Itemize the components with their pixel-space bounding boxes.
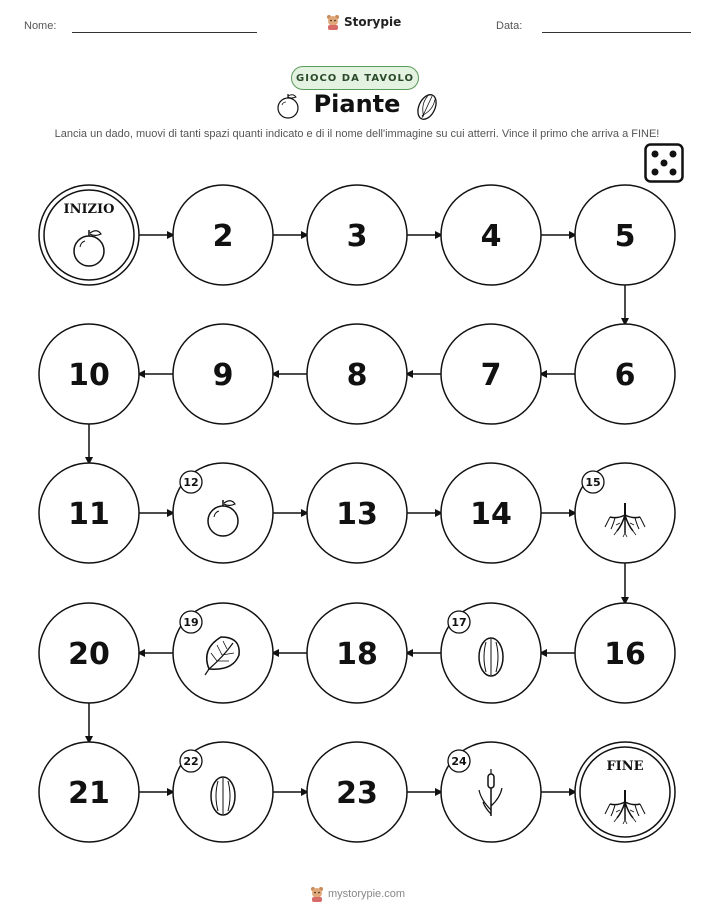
name-label: Nome: xyxy=(24,20,57,32)
space-number: 11 xyxy=(68,497,110,532)
board-space-8[interactable] xyxy=(307,324,407,424)
board-space-15[interactable] xyxy=(575,463,675,563)
board-space-7[interactable] xyxy=(441,324,541,424)
board-space-19[interactable] xyxy=(173,603,273,703)
board-space-5[interactable] xyxy=(575,185,675,285)
space-number: 18 xyxy=(336,637,378,672)
space-number: 24 xyxy=(451,755,467,768)
board-space-25[interactable] xyxy=(575,742,675,842)
date-label: Data: xyxy=(496,20,523,32)
space-number: 10 xyxy=(68,358,110,393)
board-space-3[interactable] xyxy=(307,185,407,285)
space-number: 6 xyxy=(614,358,636,393)
board-space-13[interactable] xyxy=(307,463,407,563)
space-number: 9 xyxy=(212,358,234,393)
bear-mascot-icon xyxy=(310,886,324,902)
space-number: 8 xyxy=(346,358,368,393)
board-space-22[interactable] xyxy=(173,742,273,842)
space-number: 19 xyxy=(183,616,199,629)
board-space-12[interactable] xyxy=(173,463,273,563)
board-space-24[interactable] xyxy=(441,742,541,842)
start-label: INIZIO xyxy=(63,202,115,217)
end-label: FINE xyxy=(606,759,644,774)
board-space-21[interactable] xyxy=(39,742,139,842)
space-number: 16 xyxy=(604,637,646,672)
space-number: 21 xyxy=(68,776,110,811)
board-space-9[interactable] xyxy=(173,324,273,424)
brand-name: Storypie xyxy=(344,15,402,29)
space-number: 7 xyxy=(480,358,502,393)
space-number: 13 xyxy=(336,497,378,532)
board-space-23[interactable] xyxy=(307,742,407,842)
instructions: Lancia un dado, muovi di tanti spazi quanti indicato e di il nome dell'immagine su cui atterri. Vince il primo che arriva a FINE! xyxy=(54,128,660,140)
space-number: 17 xyxy=(451,616,467,629)
board-space-16[interactable] xyxy=(575,603,675,703)
board-space-10[interactable] xyxy=(39,324,139,424)
category-badge: GIOCO DA TAVOLO xyxy=(291,66,419,90)
footer-url[interactable]: mystorypie.com xyxy=(328,888,406,900)
space-number: 15 xyxy=(585,476,601,489)
space-number: 22 xyxy=(183,755,199,768)
board-space-6[interactable] xyxy=(575,324,675,424)
space-number: 20 xyxy=(68,637,110,672)
space-number: 14 xyxy=(470,497,512,532)
space-number: 12 xyxy=(183,476,199,489)
space-number: 3 xyxy=(346,219,368,254)
board-space-17[interactable] xyxy=(441,603,541,703)
board-space-4[interactable] xyxy=(441,185,541,285)
page-title: Piante xyxy=(313,90,401,118)
board-space-11[interactable] xyxy=(39,463,139,563)
board-space-20[interactable] xyxy=(39,603,139,703)
board-space-18[interactable] xyxy=(307,603,407,703)
board-space-1[interactable] xyxy=(39,185,139,285)
board-space-14[interactable] xyxy=(441,463,541,563)
footer xyxy=(310,886,405,902)
space-number: 23 xyxy=(336,776,378,811)
board-spaces xyxy=(39,185,675,842)
space-number: 4 xyxy=(480,219,502,254)
space-number: 2 xyxy=(212,219,234,254)
board-space-2[interactable] xyxy=(173,185,273,285)
space-number: 5 xyxy=(614,219,636,254)
